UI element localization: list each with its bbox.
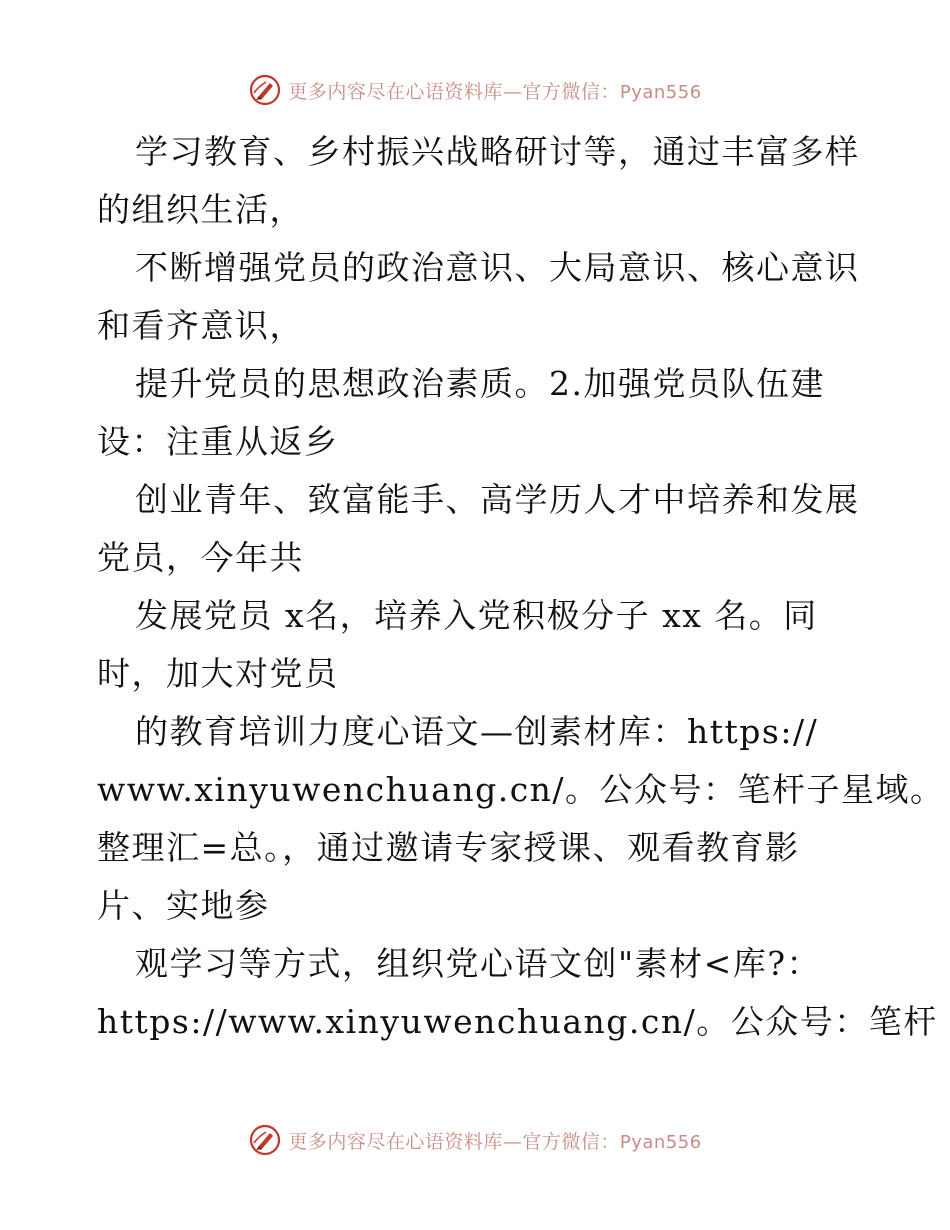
body-line: 不断增强党员的政治意识、大局意识、核心意识: [135, 248, 860, 287]
header-watermark-banner: [0, 70, 950, 110]
body-line: 提升党员的思想政治素质。2.加强党员队伍建: [135, 364, 825, 403]
body-line: 观学习等方式，组织党心语文创"素材<库?：: [135, 944, 822, 983]
body-line: 创业青年、致富能手、高学历人才中培养和发展: [135, 480, 860, 519]
body-line: https://www.xinyuwenchuang.cn/。公众号：笔杆: [97, 1002, 938, 1041]
watermark-text: [288, 77, 701, 104]
watermark-text: [288, 1127, 701, 1154]
body-line: 的教育培训力度心语文—创素材库：https://: [135, 712, 819, 751]
body-line: 发展党员 x名，培养入党积极分子 xx 名。同: [135, 596, 818, 635]
watermark-label: 更多内容尽在心语资料库—官方微信：: [288, 1130, 620, 1153]
watermark-label: 更多内容尽在心语资料库—官方微信：: [288, 80, 620, 103]
pen-logo-icon: [248, 73, 282, 107]
pen-logo-icon: [248, 1123, 282, 1157]
wechat-id: Pyan556: [619, 81, 702, 103]
body-line: 片、实地参: [97, 886, 270, 925]
body-line: 的组织生活，: [97, 190, 304, 229]
body-line: 和看齐意识，: [97, 306, 304, 345]
body-line: 整理汇=总。，通过邀请专家授课、观看教育影: [97, 828, 800, 867]
body-line: www.xinyuwenchuang.cn/。公众号：笔杆子星域。: [97, 770, 945, 809]
body-line: 设：注重从返乡: [97, 422, 339, 461]
body-line: 学习教育、乡村振兴战略研讨等，通过丰富多样: [135, 132, 860, 171]
wechat-id: Pyan556: [619, 1131, 702, 1153]
body-line: 党员，今年共: [97, 538, 304, 577]
document-body: [97, 123, 945, 1051]
footer-watermark-banner: [0, 1120, 950, 1160]
body-line: 时，加大对党员: [97, 654, 339, 693]
